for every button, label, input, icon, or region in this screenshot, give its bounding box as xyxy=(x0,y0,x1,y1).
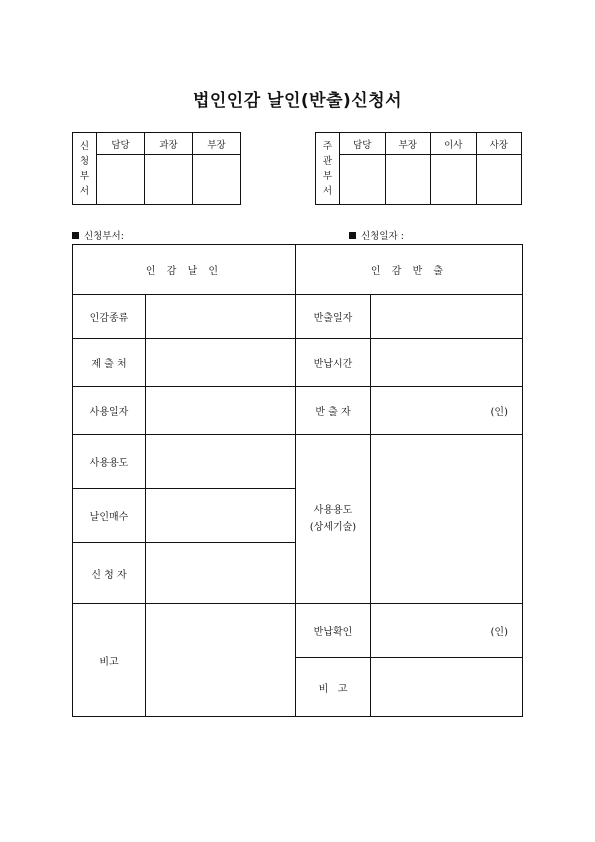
signature-cell[interactable] xyxy=(97,155,145,205)
label-return-time: 반납시간 xyxy=(296,339,371,387)
label-purpose-detail: 사용용도 (상세기술) xyxy=(296,435,371,604)
applicant-dept-label: 신청부서: xyxy=(72,228,124,242)
signature-cell[interactable] xyxy=(145,155,193,205)
field-purpose-detail[interactable] xyxy=(371,435,523,604)
seal-request-form xyxy=(72,244,523,717)
field-carrier-seal[interactable]: (인) xyxy=(371,387,523,435)
field-seal-type[interactable] xyxy=(146,295,296,339)
approval-col-header: 부장 xyxy=(385,133,431,155)
label-submit-to: 제 출 처 xyxy=(73,339,146,387)
signature-cell[interactable] xyxy=(385,155,431,205)
approval-col-header: 담당 xyxy=(340,133,386,155)
field-remarks-right[interactable] xyxy=(371,658,523,717)
approval-side-label: 주 관 부 서 xyxy=(316,133,340,205)
field-stamp-count[interactable] xyxy=(146,489,296,543)
approval-col-header: 사장 xyxy=(476,133,522,155)
label-remarks-left: 비고 xyxy=(73,604,146,717)
approval-col-header: 담당 xyxy=(97,133,145,155)
field-return-time[interactable] xyxy=(371,339,523,387)
label-out-date: 반출일자 xyxy=(296,295,371,339)
field-use-date[interactable] xyxy=(146,387,296,435)
field-applicant[interactable] xyxy=(146,543,296,604)
page-title: 법인인감 날인(반출)신청서 xyxy=(192,91,403,111)
label-seal-type: 인감종류 xyxy=(73,295,146,339)
signature-cell[interactable] xyxy=(476,155,522,205)
field-out-date[interactable] xyxy=(371,295,523,339)
field-submit-to[interactable] xyxy=(146,339,296,387)
label-remarks-right: 비 고 xyxy=(296,658,371,717)
section-header-stamping: 인 감 날 인 xyxy=(73,245,296,295)
signature-cell[interactable] xyxy=(431,155,477,205)
approval-col-header: 이사 xyxy=(431,133,477,155)
bullet-square-icon xyxy=(72,232,79,239)
field-purpose[interactable] xyxy=(146,435,296,489)
label-return-check: 반납확인 xyxy=(296,604,371,658)
label-stamp-count: 날인매수 xyxy=(73,489,146,543)
signature-cell[interactable] xyxy=(193,155,241,205)
label-carrier: 반 출 자 xyxy=(296,387,371,435)
approval-side-label: 신 청 부 서 xyxy=(73,133,97,205)
section-header-checkout: 인 감 반 출 xyxy=(296,245,523,295)
approval-col-header: 부장 xyxy=(193,133,241,155)
field-remarks-left[interactable] xyxy=(146,604,296,717)
approval-box-applicant-dept xyxy=(72,132,241,205)
signature-cell[interactable] xyxy=(340,155,386,205)
label-purpose: 사용용도 xyxy=(73,435,146,489)
label-use-date: 사용일자 xyxy=(73,387,146,435)
bullet-square-icon xyxy=(349,232,356,239)
field-return-check-seal[interactable]: (인) xyxy=(371,604,523,658)
application-date-label: 신청일자 : xyxy=(349,228,404,242)
approval-box-managing-dept xyxy=(315,132,522,205)
label-applicant: 신 청 자 xyxy=(73,543,146,604)
approval-col-header: 과장 xyxy=(145,133,193,155)
